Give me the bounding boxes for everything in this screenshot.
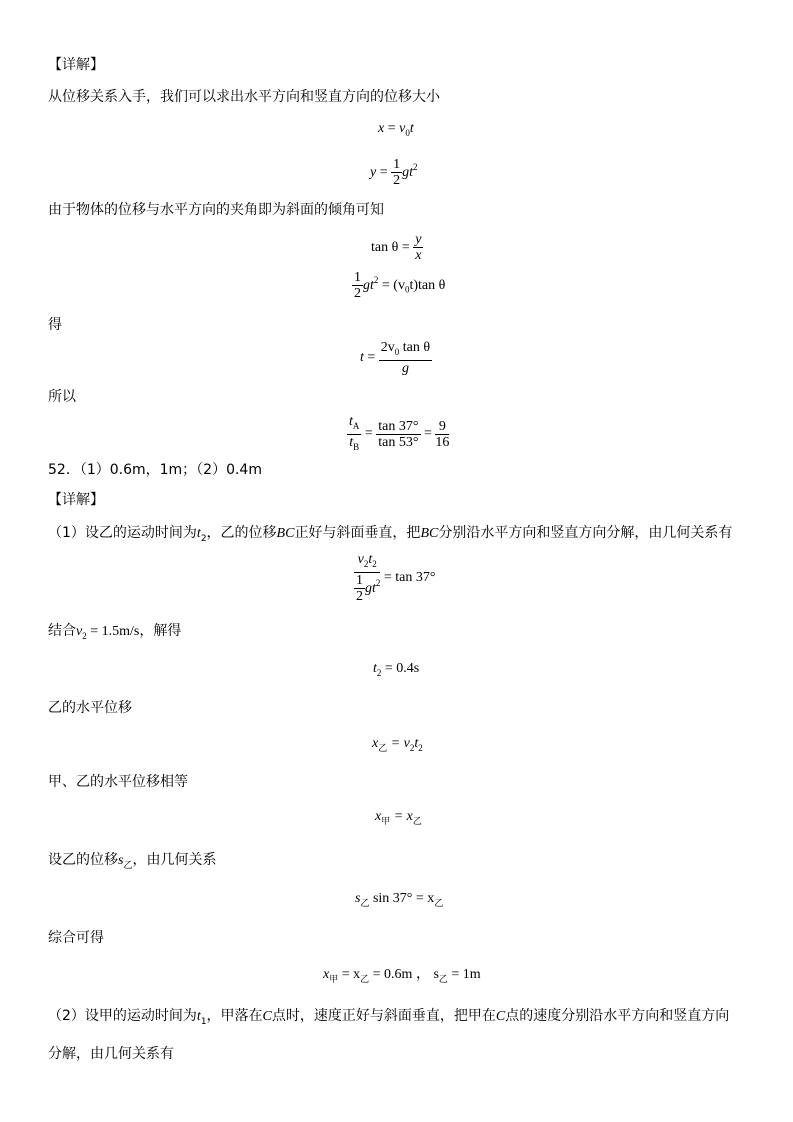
explanation-text-2: 由于物体的位移与水平方向的夹角即为斜面的倾角可知 xyxy=(48,202,384,218)
section-heading-1: 【详解】 xyxy=(48,57,104,73)
equation-ratio: $\frac{t_A}{t_B}$ = $\frac{\tan 37^\circ}{\tan 53^\circ}$ = $\frac{9}{16}$ xyxy=(349,414,450,452)
equation-52-1: $v_2t_2$ $\frac{1}{2}$ $gt^2$ = tan 37° xyxy=(356,552,436,604)
jiehe-line: 结合$v_2 = 1.5m/s$，解得 xyxy=(48,623,182,641)
equation-52-x-yi: $x_乙 = v_2t_2$ xyxy=(372,736,423,753)
jia-yi-equal-text: 甲、乙的水平位移相等 xyxy=(48,774,188,790)
equation-52-x-equal: $x_甲 = x_乙$ xyxy=(375,809,422,826)
equation-52-sin: $s_乙$ $\sin 37^\circ = x_乙$ xyxy=(355,891,444,908)
yi-horizontal-text: 乙的水平位移 xyxy=(48,700,132,716)
answer-52: 52．（1）0.6m，1m；（2）0.4m xyxy=(48,462,262,478)
de-text: 得 xyxy=(48,317,62,333)
paragraph-1: （1）设乙的运动时间为$t_2$，乙的位移BC正好与斜面垂直，把BC分别沿水平方向和竖直方向分解，由几何关系有 xyxy=(48,525,733,544)
equation-t: t = $\frac{2v_0 \tan \theta}{g}$ xyxy=(360,340,431,376)
paragraph-2: （2）设甲的运动时间为$t_1$，甲落在C点时，速度正好与斜面垂直，把甲在C点的速度分别沿水平方向和竖直方向 xyxy=(48,1008,730,1027)
paragraph-2-cont: 分解，由几何关系有 xyxy=(48,1046,174,1062)
equation-half-gt: $\frac{1}{2}$ $gt^2 = (v_0t)\tan$ θ xyxy=(354,270,446,301)
section-heading-2: 【详解】 xyxy=(48,492,104,508)
equation-tan: tan θ = $\frac{y}{x}$ xyxy=(371,232,422,263)
zonghe-text: 综合可得 xyxy=(48,930,104,946)
equation-52-t2: $t_2 = 0.4s$ xyxy=(373,661,420,678)
intro-text: 从位移关系入手，我们可以求出水平方向和竖直方向的位移大小 xyxy=(48,89,440,105)
suoyi-text: 所以 xyxy=(48,389,76,405)
equation-y: y = $\frac{1}{2}$ $gt^2$ xyxy=(370,157,418,188)
she-yi-line: 设乙的位移$s_乙$，由几何关系 xyxy=(48,852,217,871)
equation-52-result: $x_甲 = x_乙 = 0.6m$ ， $s_乙 = 1m$ xyxy=(323,967,481,984)
equation-x: $x = v_0t$ xyxy=(378,121,414,138)
